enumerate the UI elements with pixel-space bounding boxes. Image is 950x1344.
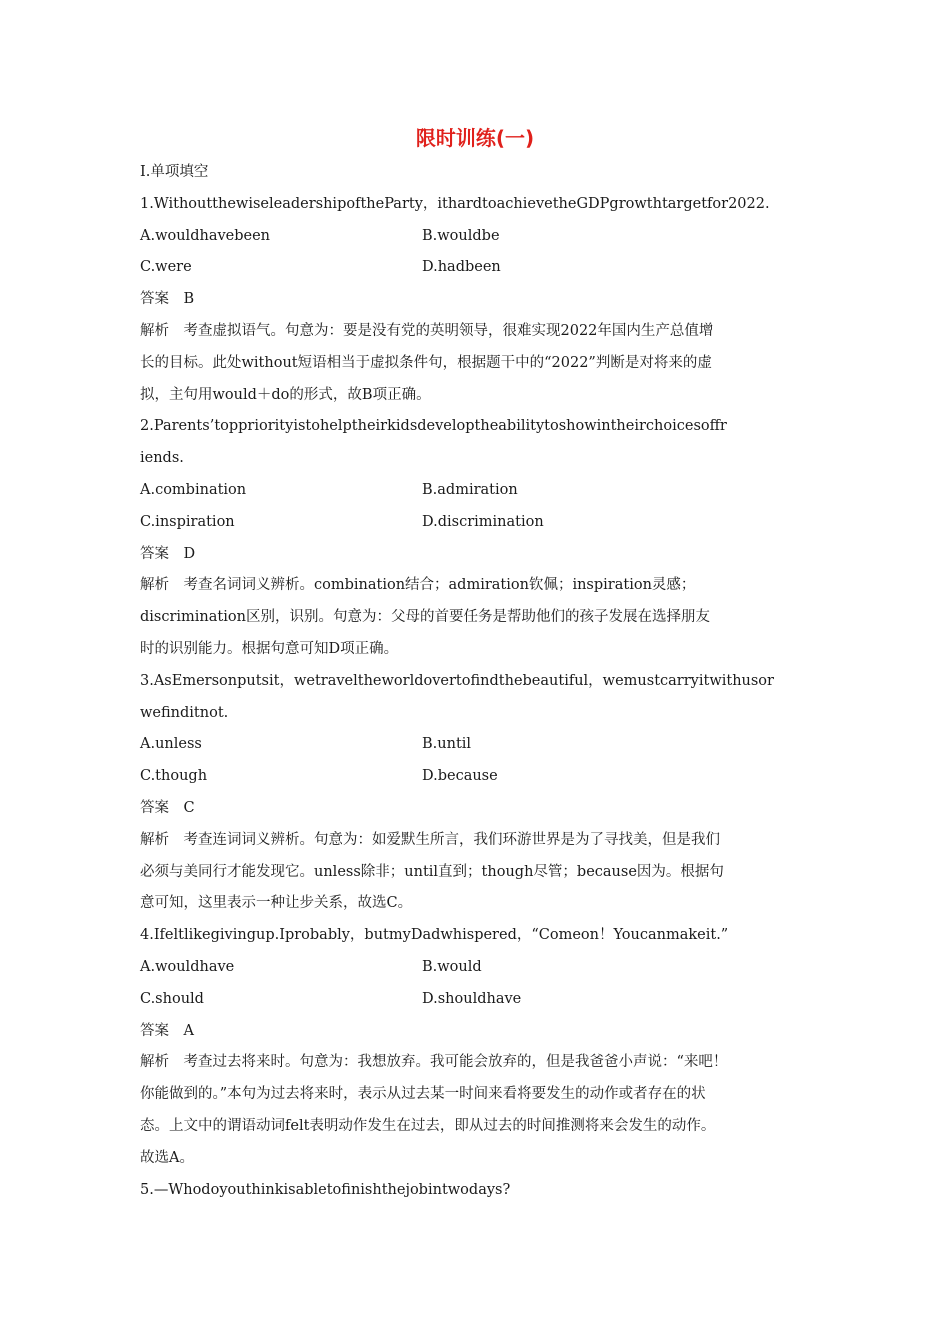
option-row	[140, 475, 812, 507]
analysis-line: 故选A。	[140, 1149, 194, 1166]
document-body	[140, 157, 812, 1206]
analysis-line: 拟，主句用would＋do的形式，故B项正确。	[140, 386, 431, 403]
option-a: A.wouldhavebeen	[140, 227, 271, 244]
option-b: B.wouldbe	[422, 227, 500, 244]
option-row	[140, 252, 812, 284]
analysis-line: 意可知，这里表示一种让步关系，故选C。	[140, 895, 413, 912]
option-c: C.though	[140, 768, 208, 785]
option-row	[140, 984, 812, 1016]
question-4	[140, 920, 812, 1174]
question-stem-continued: iends.	[140, 450, 184, 467]
question-stem: 1.WithoutthewiseleadershipoftheParty，ithardtoachievetheGDPgrowthtargetfor2022.	[140, 195, 770, 212]
option-a: A.unless	[140, 736, 202, 753]
answer: 答案 D	[140, 545, 196, 562]
analysis-line: 你能做到的。”本句为过去将来时，表示从过去某一时间来看将要发生的动作或者存在的状	[140, 1086, 706, 1103]
option-a: A.combination	[140, 481, 247, 498]
analysis-line: 解析 考查连词词义辨析。句意为：如爱默生所言，我们环游世界是为了寻找美，但是我们	[140, 831, 720, 848]
analysis-line: 解析 考查过去将来时。句意为：我想放弃。我可能会放弃的，但是我爸爸小声说：“来吧！	[140, 1054, 728, 1071]
question-stem: 5.—Whodoyouthinkisabletofinishthejobintwodays?	[140, 1181, 511, 1198]
option-a: A.wouldhave	[140, 958, 235, 975]
page-title: 限时训练(一)	[415, 126, 535, 150]
question-3	[140, 666, 812, 920]
option-d: D.discrimination	[422, 513, 544, 530]
option-row	[140, 221, 812, 253]
answer: 答案 C	[140, 799, 195, 816]
question-stem: 3.AsEmersonputsit，wetraveltheworldovertofindthebeautiful，wemustcarryitwithusor	[140, 672, 774, 689]
analysis-line: discrimination区别，识别。句意为：父母的首要任务是帮助他们的孩子发展在选择朋友	[140, 609, 710, 626]
option-row	[140, 761, 812, 793]
option-d: D.hadbeen	[422, 259, 501, 276]
option-c: C.were	[140, 259, 192, 276]
question-stem: 4.Ifeltlikegivingup.Iprobably，butmyDadwhispered，“Comeon！Youcanmakeit.”	[140, 927, 729, 944]
option-d: D.because	[422, 768, 498, 785]
option-row	[140, 729, 812, 761]
question-stem: 2.Parents’toppriorityistohelptheirkidsdeveloptheabilitytoshowintheirchoicesoffr	[140, 418, 727, 435]
option-d: D.shouldhave	[422, 990, 522, 1007]
section-heading: Ⅰ.单项填空	[140, 164, 209, 180]
question-1	[140, 189, 812, 412]
option-b: B.would	[422, 958, 482, 975]
analysis-line: 解析 考查名词词义辨析。combination结合；admiration钦佩；inspiration灵感；	[140, 577, 696, 594]
option-c: C.inspiration	[140, 513, 235, 530]
option-c: C.should	[140, 990, 204, 1007]
analysis-line: 长的目标。此处without短语相当于虚拟条件句，根据题干中的“2022”判断是对将来的虚	[140, 354, 712, 371]
option-row	[140, 952, 812, 984]
analysis-line: 解析 考查虚拟语气。句意为：要是没有党的英明领导，很难实现2022年国内生产总值增	[140, 322, 714, 339]
question-stem-continued: wefinditnot.	[140, 704, 229, 721]
question-2	[140, 411, 812, 665]
analysis-line: 必须与美同行才能发现它。unless除非；until直到；though尽管；because因为。根据句	[140, 863, 724, 880]
analysis-line: 时的识别能力。根据句意可知D项正确。	[140, 640, 399, 657]
answer: 答案 B	[140, 291, 195, 308]
analysis-line: 态。上文中的谓语动词felt表明动作发生在过去，即从过去的时间推测将来会发生的动作。	[140, 1117, 716, 1134]
question-5	[140, 1175, 812, 1207]
option-b: B.until	[422, 736, 472, 753]
answer: 答案 A	[140, 1022, 194, 1039]
option-row	[140, 507, 812, 539]
option-b: B.admiration	[422, 481, 518, 498]
